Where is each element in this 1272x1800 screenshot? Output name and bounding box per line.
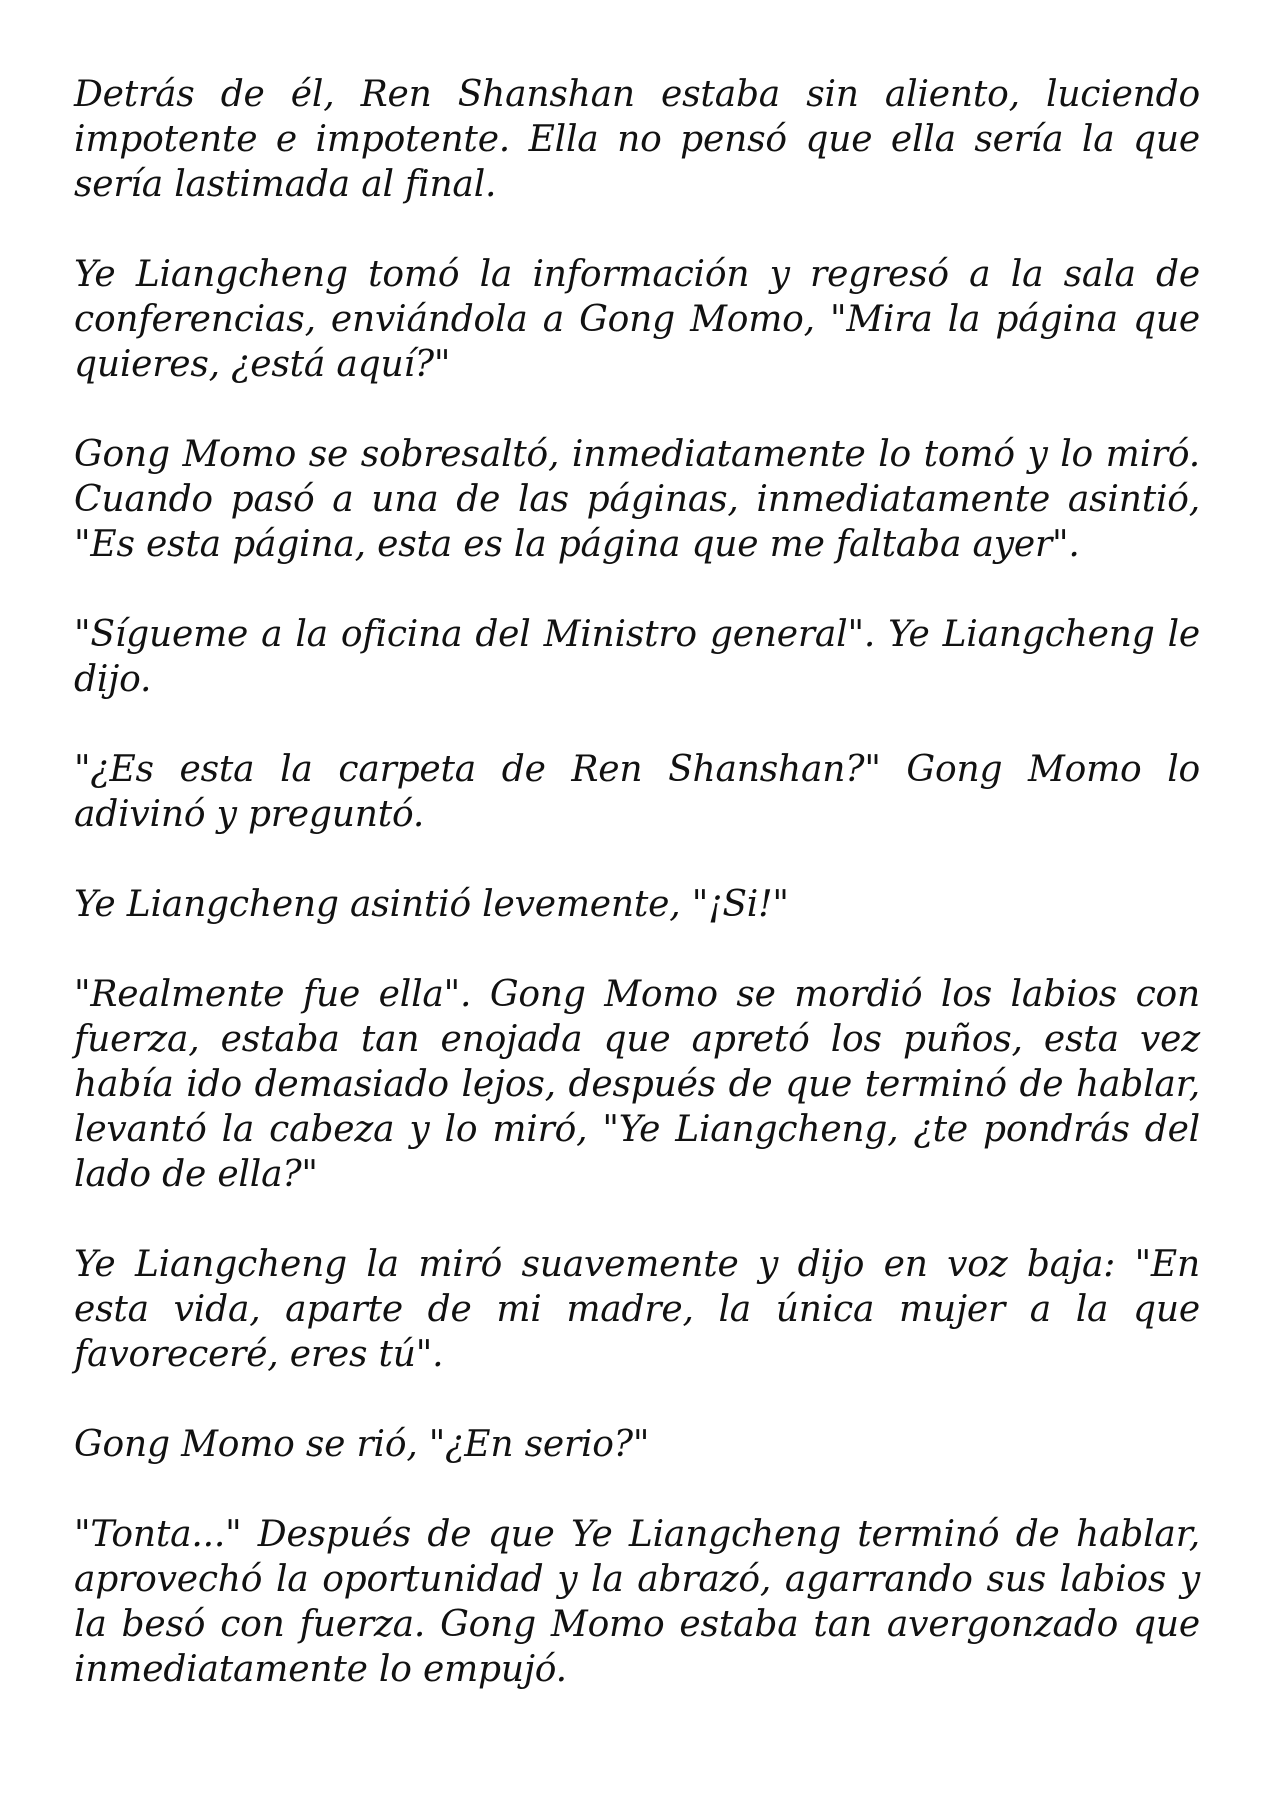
paragraph-7: "Realmente fue ella". Gong Momo se mordió los labios con fuerza, estaba tan enojada que apretó los puños, esta vez había ido demasiado lejos, después de que terminó de hablar, levantó la cabeza y lo miró, "Ye Liangcheng, ¿te pondrás del lado de ella?" <box>74 974 1200 1195</box>
paragraph-1: Detrás de él, Ren Shanshan estaba sin aliento, luciendo impotente e impotente. Ella no pensó que ella sería la que sería lastimada al final. <box>74 74 1200 205</box>
paragraph-3: Gong Momo se sobresaltó, inmediatamente lo tomó y lo miró. Cuando pasó a una de las páginas, inmediatamente asintió, "Es esta página, esta es la página que me faltaba ayer". <box>74 434 1200 565</box>
paragraph-2: Ye Liangcheng tomó la información y regresó a la sala de conferencias, enviándola a Gong Momo, "Mira la página que quieres, ¿está aquí?" <box>74 254 1200 385</box>
paragraph-5: "¿Es esta la carpeta de Ren Shanshan?" Gong Momo lo adivinó y preguntó. <box>74 749 1200 835</box>
paragraph-8: Ye Liangcheng la miró suavemente y dijo en voz baja: "En esta vida, aparte de mi madre, la única mujer a la que favoreceré, eres tú". <box>74 1244 1200 1375</box>
paragraph-10: "Tonta..." Después de que Ye Liangcheng terminó de hablar, aprovechó la oportunidad y la abrazó, agarrando sus labios y la besó con fuerza. Gong Momo estaba tan avergonzado que inmediatamente lo empujó. <box>74 1514 1200 1690</box>
paragraph-4: "Sígueme a la oficina del Ministro general". Ye Liangcheng le dijo. <box>74 614 1200 700</box>
paragraph-6: Ye Liangcheng asintió levemente, "¡Si!" <box>74 884 789 925</box>
paragraph-9: Gong Momo se rió, "¿En serio?" <box>74 1424 650 1465</box>
